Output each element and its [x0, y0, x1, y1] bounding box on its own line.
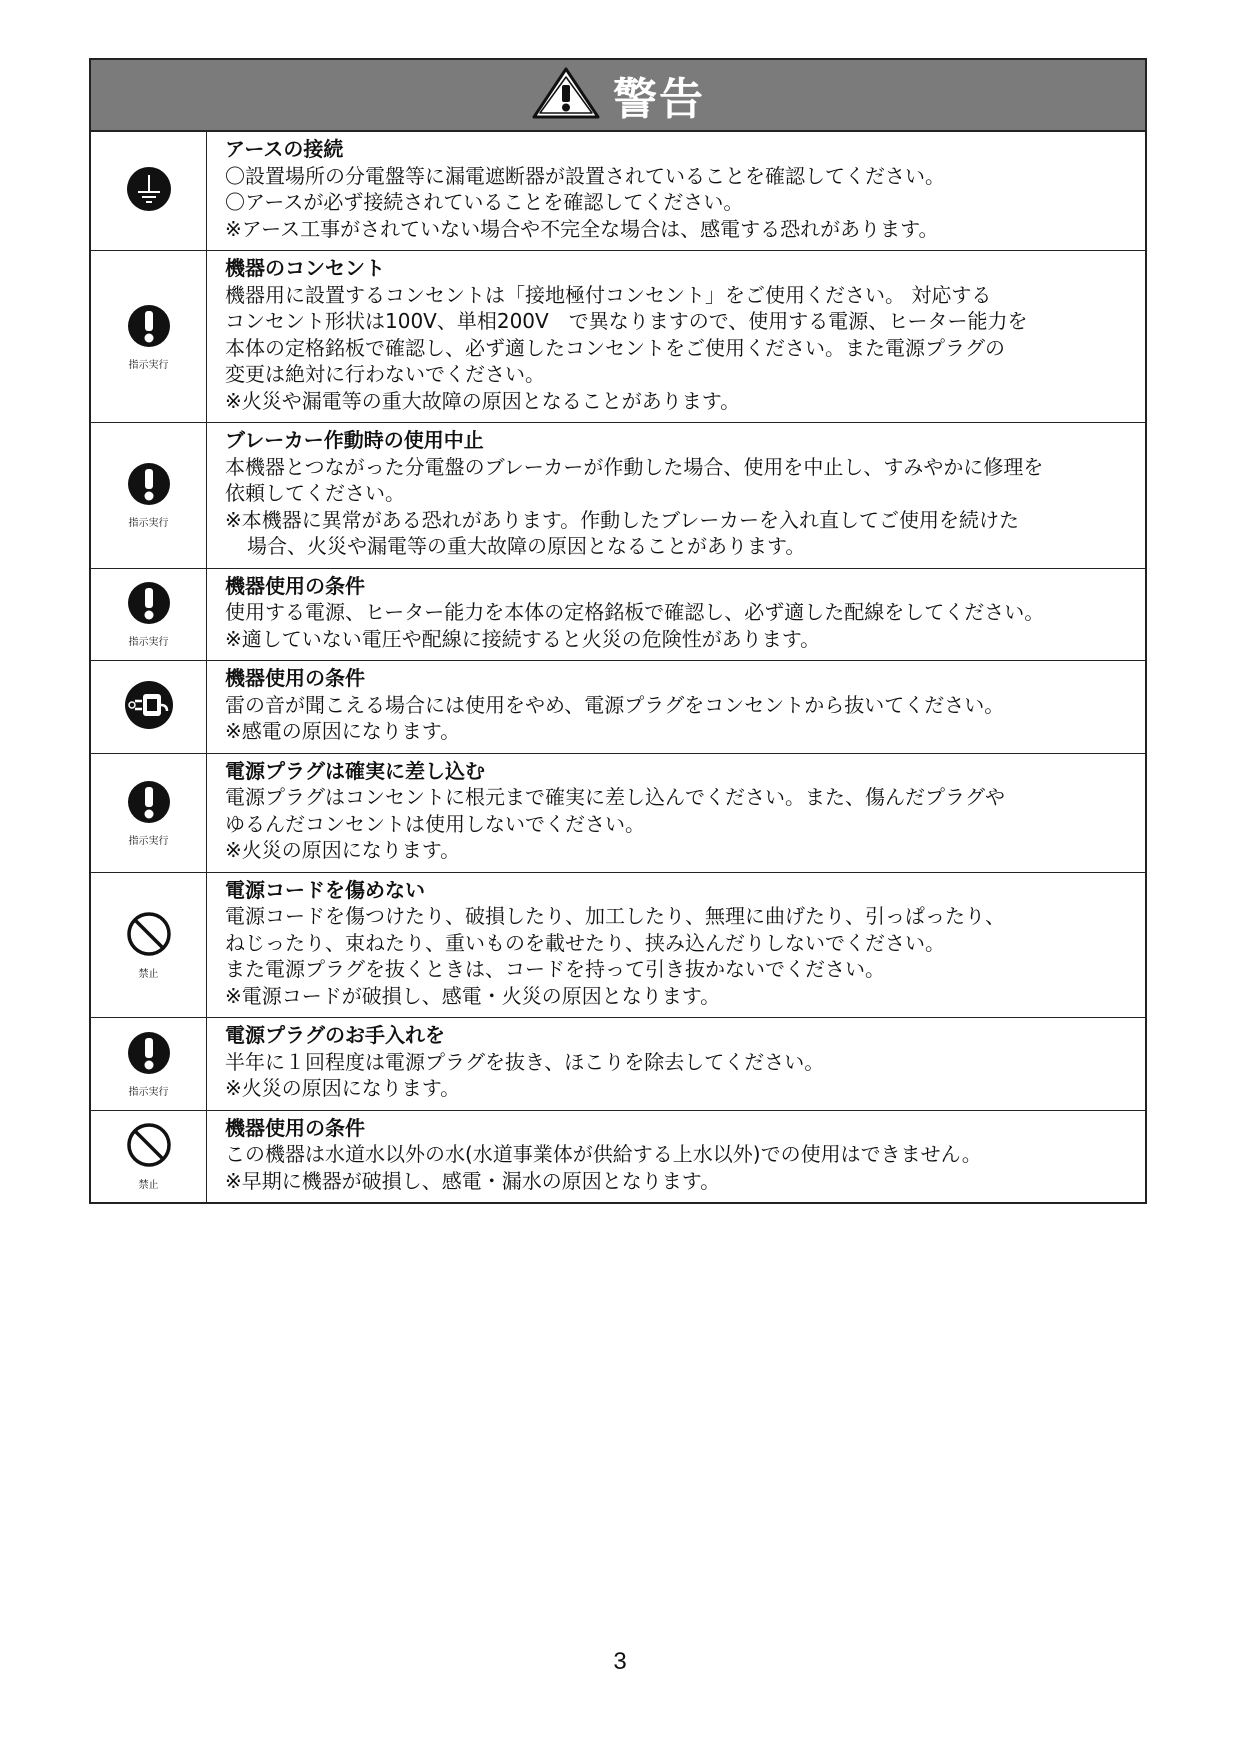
icon-cell: [91, 251, 207, 422]
warning-row: [91, 568, 1145, 661]
item-title: 機器のコンセント: [225, 256, 385, 280]
text-cell: [207, 132, 1145, 250]
item-text-line: 電源プラグはコンセントに根元まで確実に差し込んでください。また、傷んだプラグや: [225, 785, 1005, 809]
text-cell: [207, 754, 1145, 872]
text-cell: [207, 423, 1145, 568]
item-text-line: 電源コードを傷つけたり、破損したり、加工したり、無理に曲げたり、引っぱったり、: [225, 904, 1005, 928]
item-text-line: ※火災や漏電等の重大故障の原因となることがあります。: [225, 388, 741, 413]
icon-cell: [91, 132, 207, 250]
page-number: 3: [613, 1648, 627, 1675]
warning-title: 警告: [613, 74, 705, 125]
item-title: 電源プラグのお手入れを: [225, 1023, 445, 1047]
item-text-line: コンセント形状は100V、単相200V で異なりますので、使用する電源、ヒーター能力を: [225, 309, 1028, 333]
text-cell: [207, 661, 1145, 753]
item-text-line: 雷の音が聞こえる場合には使用をやめ、電源プラグをコンセントから抜いてください。: [225, 692, 1005, 717]
icon-cell: [91, 1111, 207, 1203]
icon-label: 指示実行: [128, 359, 169, 371]
text-cell: [207, 1111, 1145, 1203]
item-title: 電源プラグは確実に差し込む: [225, 758, 485, 783]
item-title: 機器使用の条件: [225, 666, 365, 690]
text-cell: [207, 251, 1145, 422]
item-title: 電源コードを傷めない: [225, 877, 425, 902]
icon-label: 指示実行: [128, 518, 169, 530]
icon-label: 指示実行: [128, 835, 169, 847]
item-text-line: また電源プラグを抜くときは、コードを持って引き抜かないでください。: [225, 957, 885, 981]
warning-row: [91, 250, 1145, 422]
item-text-line: 〇アースが必ず接続されていることを確認してください。: [225, 190, 744, 214]
text-cell: [207, 569, 1145, 661]
item-text-line: ※アース工事がされていない場合や不完全な場合は、感電する恐れがあります。: [225, 216, 939, 241]
mandatory-action-icon: [126, 461, 172, 511]
warning-row: [91, 422, 1145, 568]
item-text-line: 半年に１回程度は電源プラグを抜き、ほこりを除去してください。: [225, 1049, 825, 1074]
item-text-line: 依頼してください。: [225, 481, 405, 505]
item-text-line: ※適していない電圧や配線に接続すると火災の危険性があります。: [225, 626, 821, 651]
icon-cell: [91, 661, 207, 753]
item-text-line: ねじったり、束ねたり、重いものを載せたり、挟み込んだりしないでください。: [225, 930, 945, 955]
item-text-line: 本体の定格銘板で確認し、必ず適したコンセントをご使用ください。また電源プラグの: [225, 335, 1005, 360]
item-title: ブレーカー作動時の使用中止: [225, 428, 484, 452]
warning-triangle-icon: [531, 66, 601, 124]
item-text-line: 本機器とつながった分電盤のブレーカーが作動した場合、使用を中止し、すみやかに修理を: [225, 454, 1044, 479]
item-text-line: 場合、火災や漏電等の重大故障の原因となることがあります。: [247, 534, 806, 558]
item-text-line: 機器用に設置するコンセントは「接地極付コンセント」をご使用ください。 対応する: [225, 282, 992, 307]
item-title: アースの接続: [225, 137, 344, 161]
icon-label: 禁止: [138, 1180, 159, 1192]
mandatory-action-icon: [126, 303, 172, 353]
warning-row: [91, 753, 1145, 872]
icon-label: 指示実行: [128, 637, 169, 649]
warning-row: [91, 1110, 1145, 1203]
mandatory-action-icon: [126, 1030, 172, 1080]
item-text-line: ※火災の原因になります。: [225, 1076, 461, 1100]
icon-label: 禁止: [138, 968, 159, 980]
item-text-line: ※火災の原因になります。: [225, 838, 461, 862]
item-text-line: 変更は絶対に行わないでください。: [225, 362, 545, 386]
icon-cell: [91, 423, 207, 568]
item-text-line: 使用する電源、ヒーター能力を本体の定格銘板で確認し、必ず適した配線をしてください。: [225, 600, 1045, 624]
warning-row: [91, 660, 1145, 753]
unplug-icon: [123, 679, 175, 735]
mandatory-action-icon: [126, 580, 172, 630]
warning-row: [91, 1017, 1145, 1110]
item-text-line: ※本機器に異常がある恐れがあります。作動したブレーカーを入れ直してご使用を続けた: [225, 507, 1019, 532]
item-text-line: ※電源コードが破損し、感電・火災の原因となります。: [225, 983, 721, 1008]
icon-label: 指示実行: [128, 1086, 169, 1098]
item-title: 機器使用の条件: [225, 573, 365, 598]
prohibition-icon: [125, 910, 173, 962]
warning-row: [91, 872, 1145, 1018]
icon-cell: [91, 569, 207, 661]
text-cell: [207, 1018, 1145, 1110]
mandatory-action-icon: [126, 779, 172, 829]
warning-row: [91, 132, 1145, 250]
icon-cell: [91, 873, 207, 1018]
icon-cell: [91, 1018, 207, 1110]
item-text-line: ゆるんだコンセントは使用しないでください。: [225, 811, 645, 836]
item-text-line: この機器は水道水以外の水(水道事業体が供給する上水以外)での使用はできません。: [225, 1142, 982, 1166]
warning-header: [91, 60, 1145, 132]
text-cell: [207, 873, 1145, 1018]
item-text-line: 〇設置場所の分電盤等に漏電遮断器が設置されていることを確認してください。: [225, 163, 945, 188]
item-text-line: ※早期に機器が破損し、感電・漏水の原因となります。: [225, 1168, 721, 1193]
icon-cell: [91, 754, 207, 872]
item-text-line: ※感電の原因になります。: [225, 719, 461, 743]
earth-ground-icon: [125, 165, 173, 217]
warning-table: [89, 58, 1147, 1204]
item-title: 機器使用の条件: [225, 1115, 365, 1140]
prohibition-icon: [125, 1121, 173, 1173]
